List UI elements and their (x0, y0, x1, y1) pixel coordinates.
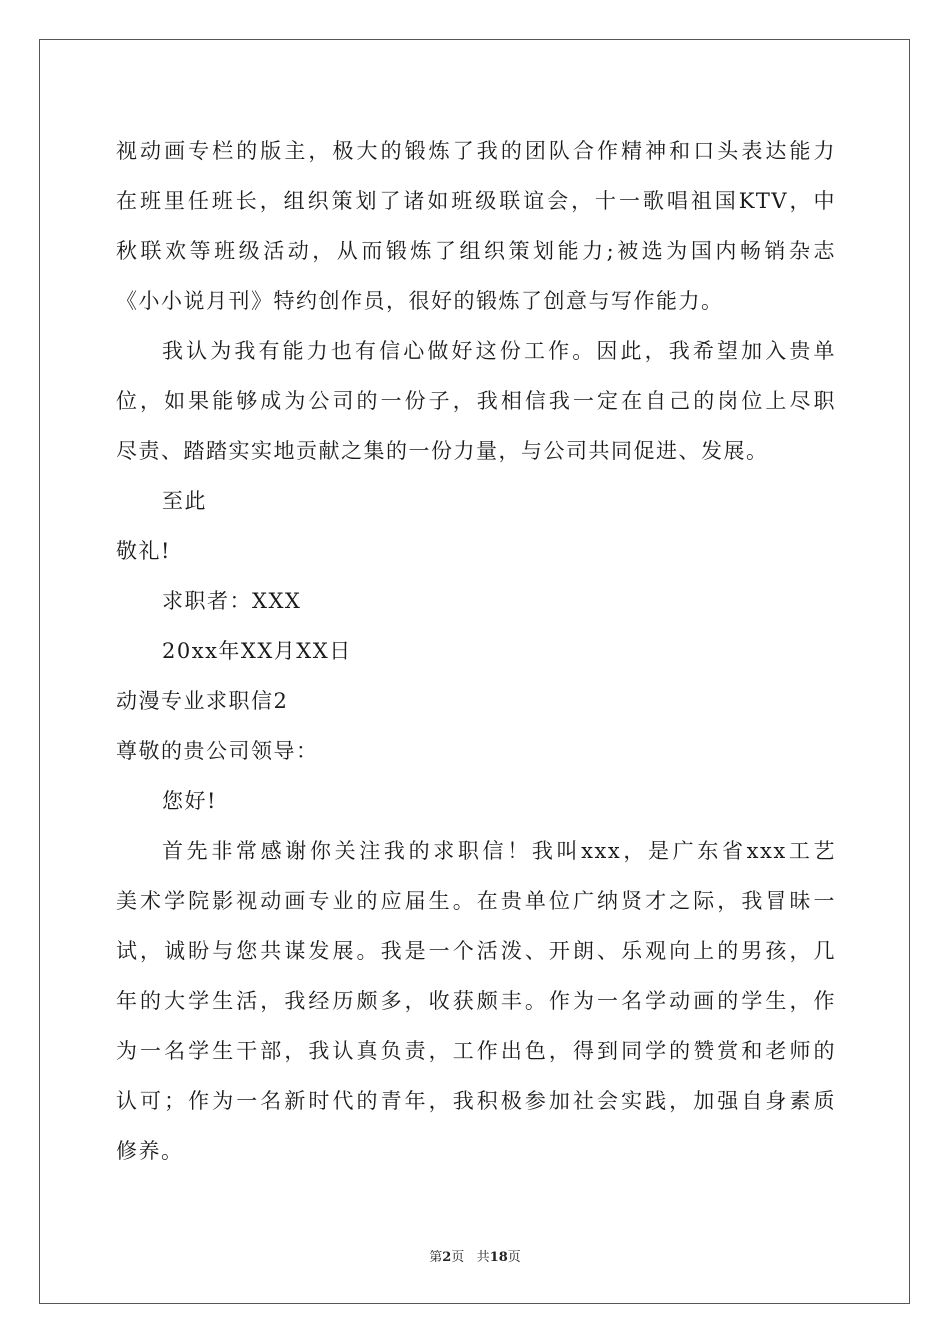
text-line: 尽责、踏踏实实地贡献之集的一份力量，与公司共同促进、发展。 (116, 439, 769, 463)
page-footer (0, 1246, 950, 1265)
text-line: 在班里任班长，组织策划了诸如班级联谊会，十一歌唱祖国KTV，中 (116, 189, 836, 213)
text-line: 视动画专栏的版主，极大的锻炼了我的团队合作精神和口头表达能力 (116, 139, 836, 163)
text-line: 认可；作为一名新时代的青年，我积极参加社会实践，加强自身素质 (116, 1089, 836, 1113)
signer-line: 求职者：XXX (162, 589, 302, 613)
text-line: 修养。 (116, 1139, 184, 1163)
text-line: 首先非常感谢你关注我的求职信！我叫xxx，是广东省xxx工艺 (162, 839, 836, 863)
text-line: 秋联欢等班级活动，从而锻炼了组织策划能力;被选为国内畅销杂志 (116, 239, 836, 263)
greeting-line: 尊敬的贵公司领导： (116, 739, 319, 763)
text-line: 我认为我有能力也有信心做好这份工作。因此，我希望加入贵单 (162, 339, 836, 363)
date-line: 20xx年XX月XX日 (162, 639, 352, 663)
salute-line: 敬礼! (116, 539, 171, 563)
footer-total-prefix: 共 (476, 1250, 490, 1265)
footer-page-suffix: 页 (451, 1250, 465, 1265)
letter-body (116, 126, 836, 1176)
footer-total-suffix: 页 (507, 1250, 521, 1265)
page-number: 2 (442, 1250, 452, 1265)
text-line: 美术学院影视动画专业的应届生。在贵单位广纳贤才之际，我冒昧一 (116, 889, 836, 913)
text-line: 为一名学生干部，我认真负责，工作出色，得到同学的赞赏和老师的 (116, 1039, 836, 1063)
hello-line: 您好! (162, 789, 217, 813)
text-line: 《小小说月刊》特约创作员，很好的锻炼了创意与写作能力。 (116, 289, 724, 313)
text-line: 位，如果能够成为公司的一份子，我相信我一定在自己的岗位上尽职 (116, 389, 836, 413)
footer-prefix: 第 (429, 1250, 443, 1265)
text-line: 年的大学生活，我经历颇多，收获颇丰。作为一名学动画的学生，作 (116, 989, 836, 1013)
section-title: 动漫专业求职信2 (116, 689, 289, 713)
page-total: 18 (489, 1250, 508, 1265)
text-line: 试，诚盼与您共谋发展。我是一个活泼、开朗、乐观向上的男孩，几 (116, 939, 836, 963)
closing-line: 至此 (162, 489, 207, 513)
